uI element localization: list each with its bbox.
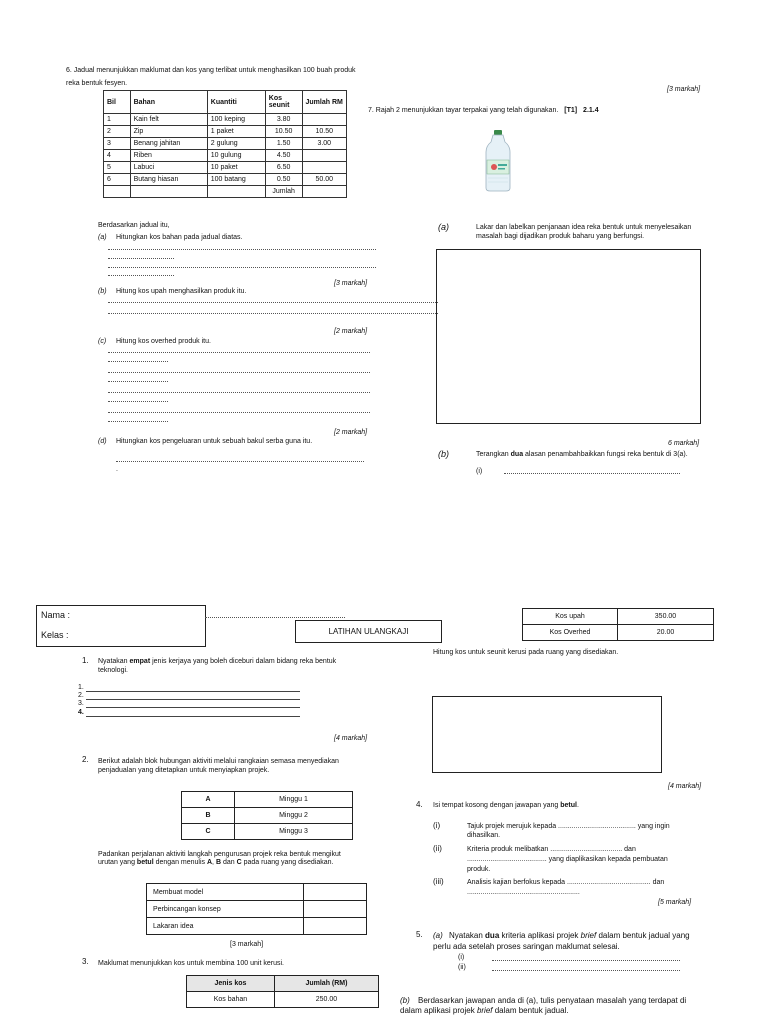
q6b-answer-line-1[interactable] bbox=[108, 302, 438, 303]
worksheet-title: LATIHAN ULANGKAJI bbox=[295, 620, 442, 643]
q6-cell-jumlah[interactable]: 10.50 bbox=[302, 126, 347, 138]
s1-item-1-line[interactable] bbox=[86, 691, 300, 692]
q6-cell-kos-seunit: 0.50 bbox=[265, 174, 302, 186]
q6c-text: Hitung kos overhed produk itu. bbox=[116, 338, 211, 345]
s1-item-4-line[interactable] bbox=[86, 716, 300, 717]
nama-answer-line[interactable] bbox=[205, 617, 345, 618]
q6-cell-jumlah[interactable]: 3.00 bbox=[302, 138, 347, 150]
q6-cell-kuantiti: 2 gulung bbox=[207, 138, 265, 150]
s5-b-text-2-pre: dalam aplikasi projek bbox=[400, 1006, 477, 1015]
q6c-answer-line-7[interactable] bbox=[108, 412, 370, 413]
q6-cell-bil: 4 bbox=[104, 150, 131, 162]
s2-steps-table-body bbox=[147, 884, 367, 935]
q7a-marks: 6 markah] bbox=[668, 440, 700, 447]
cost-info-row bbox=[523, 625, 714, 641]
s2-steps-table bbox=[146, 883, 367, 935]
q6b-answer-line-2[interactable] bbox=[108, 313, 438, 314]
s5-i-label: (i) bbox=[458, 954, 465, 961]
q7b-i-answer-line[interactable] bbox=[504, 473, 680, 474]
s1-item-2-label: 2. bbox=[78, 692, 84, 699]
q6-cell-kos-seunit: 6.50 bbox=[265, 162, 302, 174]
s2-week-letter: B bbox=[182, 808, 235, 824]
s1-number: 1. bbox=[82, 656, 89, 665]
q6-cell-kuantiti: 10 gulung bbox=[207, 150, 265, 162]
s4-ii-text-3: produk. bbox=[467, 866, 491, 873]
calc-answer-box[interactable] bbox=[432, 696, 662, 773]
q6-cell-bahan bbox=[130, 186, 207, 198]
s2-week-row bbox=[182, 792, 353, 808]
s5-a-text-bold: dua bbox=[485, 931, 500, 940]
q6-lead: Berdasarkan jadual itu, bbox=[98, 222, 170, 229]
s2-step-answer-cell[interactable] bbox=[304, 901, 367, 918]
q6-cell-jumlah[interactable]: 50.00 bbox=[302, 174, 347, 186]
s1-text-bold: empat bbox=[129, 658, 151, 665]
q7a-text-1: Lakar dan labelkan penjanaan idea reka bentuk untuk menyelesaikan bbox=[476, 224, 692, 231]
s3-cost-table-body bbox=[187, 976, 379, 1008]
q6-cell-jumlah[interactable] bbox=[302, 114, 347, 126]
s2-week-letter: C bbox=[182, 824, 235, 840]
s2-inst-mid: dengan menulis bbox=[153, 859, 207, 866]
q7a-text-2: masalah bagi dijadikan produk baharu yang berfungsi. bbox=[476, 233, 645, 240]
s3-cost-label: Kos bahan bbox=[187, 992, 275, 1008]
q6b-text: Hitung kos upah menghasilkan produk itu. bbox=[116, 288, 247, 295]
s2-step-label: Membuat model bbox=[147, 884, 304, 901]
s1-item-1-label: 1. bbox=[78, 684, 84, 691]
cost-info-table-body bbox=[523, 609, 714, 641]
s2-inst-a: A bbox=[206, 859, 213, 866]
q6d-dot: . bbox=[116, 466, 118, 473]
q7b-text-pre: Terangkan bbox=[476, 451, 511, 458]
q6-table-body bbox=[104, 114, 347, 198]
s5-b-text-2-brief: brief bbox=[476, 1006, 493, 1015]
s3-number: 3. bbox=[82, 957, 89, 966]
q7-intro bbox=[368, 106, 599, 115]
q6-cell-bahan: Riben bbox=[130, 150, 207, 162]
q7b-text bbox=[476, 450, 688, 459]
q6-cell-bil: 6 bbox=[104, 174, 131, 186]
s2-text-1: Berikut adalah blok hubungan aktiviti melalui rangkaian semasa menyediakan bbox=[98, 758, 339, 765]
s2-marks: [3 markah] bbox=[230, 941, 264, 948]
q6d-text: Hitungkan kos pengeluaran untuk sebuah bakul serba guna itu. bbox=[116, 438, 313, 445]
s5-b-label: (b) bbox=[400, 996, 410, 1005]
s3-cost-table bbox=[186, 975, 379, 1008]
q6-cell-jumlah[interactable] bbox=[302, 150, 347, 162]
s2-number: 2. bbox=[82, 755, 89, 764]
s5-ii-label: (ii) bbox=[458, 964, 466, 971]
q6-table-row bbox=[104, 186, 347, 198]
s2-week-value: Minggu 2 bbox=[235, 808, 353, 824]
q6-cell-kos-seunit: 10.50 bbox=[265, 126, 302, 138]
q6-table-row bbox=[104, 174, 347, 186]
s2-inst-sep1: , bbox=[212, 859, 216, 866]
q6-cell-bil: 5 bbox=[104, 162, 131, 174]
q6-cost-table bbox=[103, 90, 347, 198]
q6c-answer-line-6[interactable] bbox=[108, 401, 168, 402]
s4-marks: [5 markah] bbox=[658, 899, 692, 906]
s3-header-jenis-kos: Jenis kos bbox=[187, 976, 275, 992]
q6a-marks: [3 markah] bbox=[334, 280, 368, 287]
kelas-label: Kelas : bbox=[41, 630, 69, 640]
q6a-answer-line-4[interactable] bbox=[108, 275, 174, 276]
s5-a-label: (a) bbox=[433, 931, 443, 940]
s5-b-text-1 bbox=[400, 996, 686, 1006]
q6c-answer-line-3[interactable] bbox=[108, 372, 370, 373]
s5-ii-answer-line[interactable] bbox=[492, 970, 680, 971]
q6-intro-line1: 6. Jadual menunjukkan maklumat dan kos yang terlibat untuk menghasilkan 100 buah produk bbox=[66, 67, 356, 74]
s5-number: 5. bbox=[416, 930, 423, 939]
s5-a-text-mid: kriteria aplikasi projek bbox=[499, 931, 581, 940]
q7a-label: (a) bbox=[438, 222, 449, 232]
s5-b-text-2-post: dalam bentuk jadual. bbox=[492, 1006, 569, 1015]
q6-cell-kos-seunit: 1.50 bbox=[265, 138, 302, 150]
q6-cell-bil: 2 bbox=[104, 126, 131, 138]
q7-code: 2.1.4 bbox=[583, 107, 599, 114]
q6a-label: (a) bbox=[98, 234, 107, 241]
s2-step-answer-cell[interactable] bbox=[304, 918, 367, 935]
calc-instruction: Hitung kos untuk seunit kerusi pada ruang yang disediakan. bbox=[433, 649, 619, 656]
q6-cell-kuantiti bbox=[207, 186, 265, 198]
q6-header-bahan: Bahan bbox=[130, 91, 207, 114]
q6c-answer-line-2[interactable] bbox=[108, 361, 168, 362]
q6a-text: Hitungkan kos bahan pada jadual diatas. bbox=[116, 234, 243, 241]
water-bottle-image bbox=[484, 130, 512, 192]
q6-cell-bahan: Zip bbox=[130, 126, 207, 138]
s2-inst-b: B bbox=[215, 859, 221, 866]
s4-ii-text-1[interactable]: Kriteria produk melibatkan ..................................... dan bbox=[467, 846, 636, 853]
s1-item-3-line[interactable] bbox=[86, 707, 300, 708]
cost-info-row bbox=[523, 609, 714, 625]
s5-a-text-2: perlu ada setelah proses saringan maklumat selesai. bbox=[433, 942, 620, 951]
s3-cost-row bbox=[187, 992, 379, 1008]
s1-marks: [4 markah] bbox=[334, 735, 368, 742]
s5-b-text-1-body: Berdasarkan jawapan anda di (a), tulis penyataan masalah yang terdapat di bbox=[418, 996, 687, 1005]
s2-week-row bbox=[182, 808, 353, 824]
q6c-answer-line-4[interactable] bbox=[108, 381, 168, 382]
q6-header-kos-seunit: Kos seunit bbox=[265, 91, 302, 114]
calc-marks: [4 markah] bbox=[668, 783, 702, 790]
q6-header-kuantiti: Kuantiti bbox=[207, 91, 265, 114]
q6c-answer-line-5[interactable] bbox=[108, 392, 370, 393]
student-info-box bbox=[36, 605, 206, 647]
cost-info-table bbox=[522, 608, 714, 641]
q6-cell-bil: 3 bbox=[104, 138, 131, 150]
cost-info-label: Kos Overhed bbox=[523, 625, 618, 641]
q6-header-bil: Bil bbox=[104, 91, 131, 114]
s4-iii-text-2[interactable]: .......................................................... bbox=[467, 889, 580, 896]
s2-instruction-2 bbox=[98, 858, 334, 867]
q6-cell-kos-seunit: Jumlah bbox=[265, 186, 302, 198]
s1-text bbox=[98, 657, 336, 666]
s2-inst-pre: urutan yang bbox=[98, 859, 137, 866]
s4-number: 4. bbox=[416, 800, 423, 809]
s1-item-2-line[interactable] bbox=[86, 699, 300, 700]
s1-item-3-label: 3. bbox=[78, 700, 84, 707]
q6c-answer-line-1[interactable] bbox=[108, 352, 370, 353]
q6-cell-kuantiti: 1 paket bbox=[207, 126, 265, 138]
q6b-marks: [2 markah] bbox=[334, 328, 368, 335]
q6-cell-bahan: Butang hiasan bbox=[130, 174, 207, 186]
s5-i-answer-line[interactable] bbox=[492, 960, 680, 961]
s4-i-label: (i) bbox=[433, 821, 441, 830]
q6-cell-bil: 1 bbox=[104, 114, 131, 126]
s4-iii-label: (iii) bbox=[433, 877, 444, 886]
q6-cell-bahan: Benang jahitan bbox=[130, 138, 207, 150]
s5-b-text-2 bbox=[400, 1006, 569, 1016]
q7b-text-post: alasan penambahbaikkan fungsi reka bentuk di 3(a). bbox=[523, 451, 688, 458]
q6c-label: (c) bbox=[98, 338, 107, 345]
s2-step-label: Lakaran idea bbox=[147, 918, 304, 935]
s2-step-row bbox=[147, 918, 367, 935]
q7b-text-bold: dua bbox=[510, 451, 524, 458]
s3-text: Maklumat menunjukkan kos untuk membina 100 unit kerusi. bbox=[98, 960, 284, 967]
nama-label: Nama : bbox=[41, 610, 71, 620]
s1-text-post: jenis kerjaya yang boleh diceburi dalam bidang reka bentuk bbox=[150, 658, 337, 665]
q6c-answer-line-8[interactable] bbox=[108, 421, 168, 422]
cost-info-value: 20.00 bbox=[618, 625, 714, 641]
s4-ii-text-2[interactable]: ......................................... yang diaplikasikan kepada pembuatan bbox=[467, 856, 668, 863]
s4-i-text-1[interactable]: Tajuk projek merujuk kepada ........................................ yang ingin bbox=[467, 823, 670, 830]
q6-cell-kuantiti: 10 paket bbox=[207, 162, 265, 174]
q6d-answer-line-1[interactable] bbox=[116, 461, 364, 462]
q7-intro-text: 7. Rajah 2 menunjukkan tayar terpakai yang telah digunakan. bbox=[368, 107, 559, 114]
s4-text-pre: Isi tempat kosong dengan jawapan yang bbox=[433, 802, 561, 809]
q6-table-row bbox=[104, 138, 347, 150]
s2-inst-bold: betul bbox=[136, 859, 154, 866]
s5-a-text-brief: brief bbox=[580, 931, 597, 940]
s2-weeks-table-body bbox=[182, 792, 353, 840]
q6-cell-kuantiti: 100 batang bbox=[207, 174, 265, 186]
s2-inst-sep2: dan bbox=[221, 859, 237, 866]
q6-table-row bbox=[104, 114, 347, 126]
s2-inst-post: pada ruang yang disediakan. bbox=[241, 859, 334, 866]
q7-tag: [T1] bbox=[564, 107, 578, 114]
q6-table-row bbox=[104, 162, 347, 174]
s2-week-row bbox=[182, 824, 353, 840]
q6a-answer-line-1[interactable] bbox=[108, 249, 376, 250]
s4-text bbox=[433, 801, 579, 810]
s2-weeks-table bbox=[181, 791, 353, 840]
s3-cost-value: 250.00 bbox=[274, 992, 378, 1008]
q6-table-header-row bbox=[104, 91, 347, 114]
s4-ii-label: (ii) bbox=[433, 844, 442, 853]
q7b-label: (b) bbox=[438, 449, 449, 459]
s1-text-2: teknologi. bbox=[98, 667, 128, 674]
cost-info-label: Kos upah bbox=[523, 609, 618, 625]
q6-header-jumlah: Jumlah RM bbox=[302, 91, 347, 114]
s2-week-value: Minggu 1 bbox=[235, 792, 353, 808]
s1-text-pre: Nyatakan bbox=[98, 658, 130, 665]
q6-table-row bbox=[104, 126, 347, 138]
s2-step-row bbox=[147, 901, 367, 918]
s5-a-text bbox=[433, 931, 690, 941]
s2-week-value: Minggu 3 bbox=[235, 824, 353, 840]
s4-iii-text-1[interactable]: Analisis kajian berfokus kepada ........................................... dan bbox=[467, 879, 665, 886]
s2-instruction-1: Padankan perjalanan aktiviti langkah pengurusan projek reka bentuk mengikut bbox=[98, 851, 341, 858]
q6-intro-line2: reka bentuk fesyen. bbox=[66, 80, 128, 87]
q6-cell-kuantiti: 100 keping bbox=[207, 114, 265, 126]
s3-header-row bbox=[187, 976, 379, 992]
q6-cell-jumlah[interactable] bbox=[302, 162, 347, 174]
cost-info-value: 350.00 bbox=[618, 609, 714, 625]
s4-text-post: . bbox=[577, 802, 579, 809]
s5-a-text-post: dalam bentuk jadual yang bbox=[596, 931, 690, 940]
s1-item-4-label: 4. bbox=[78, 709, 84, 716]
s5-a-text-pre: Nyatakan bbox=[449, 931, 486, 940]
q6b-label: (b) bbox=[98, 288, 107, 295]
s4-i-text-2: dihasilkan. bbox=[467, 832, 501, 839]
q6d-label: (d) bbox=[98, 438, 107, 445]
s2-step-label: Perbincangan konsep bbox=[147, 901, 304, 918]
s4-text-bold: betul bbox=[560, 802, 577, 809]
s2-step-answer-cell[interactable] bbox=[304, 884, 367, 901]
q6-top-marks: [3 markah] bbox=[667, 86, 701, 93]
q6-table-row bbox=[104, 150, 347, 162]
q6a-answer-line-2[interactable] bbox=[108, 258, 174, 259]
s2-step-row bbox=[147, 884, 367, 901]
s2-inst-c: C bbox=[236, 859, 242, 866]
q6c-marks: [2 markah] bbox=[334, 429, 368, 436]
s2-week-letter: A bbox=[182, 792, 235, 808]
s3-header-jumlah: Jumlah (RM) bbox=[274, 976, 378, 992]
q7a-sketch-box[interactable] bbox=[436, 249, 701, 424]
q6-cell-kos-seunit: 3.80 bbox=[265, 114, 302, 126]
s2-text-2: penjadualan yang ditetapkan untuk menyiapkan projek. bbox=[98, 767, 270, 774]
q6-cell-jumlah[interactable] bbox=[302, 186, 347, 198]
q6-cell-bahan: Kain felt bbox=[130, 114, 207, 126]
q6a-answer-line-3[interactable] bbox=[108, 267, 376, 268]
q6-cell-bil bbox=[104, 186, 131, 198]
q6-cell-kos-seunit: 4.50 bbox=[265, 150, 302, 162]
q7b-i-label: (i) bbox=[476, 468, 483, 475]
q6-cell-bahan: Labuci bbox=[130, 162, 207, 174]
